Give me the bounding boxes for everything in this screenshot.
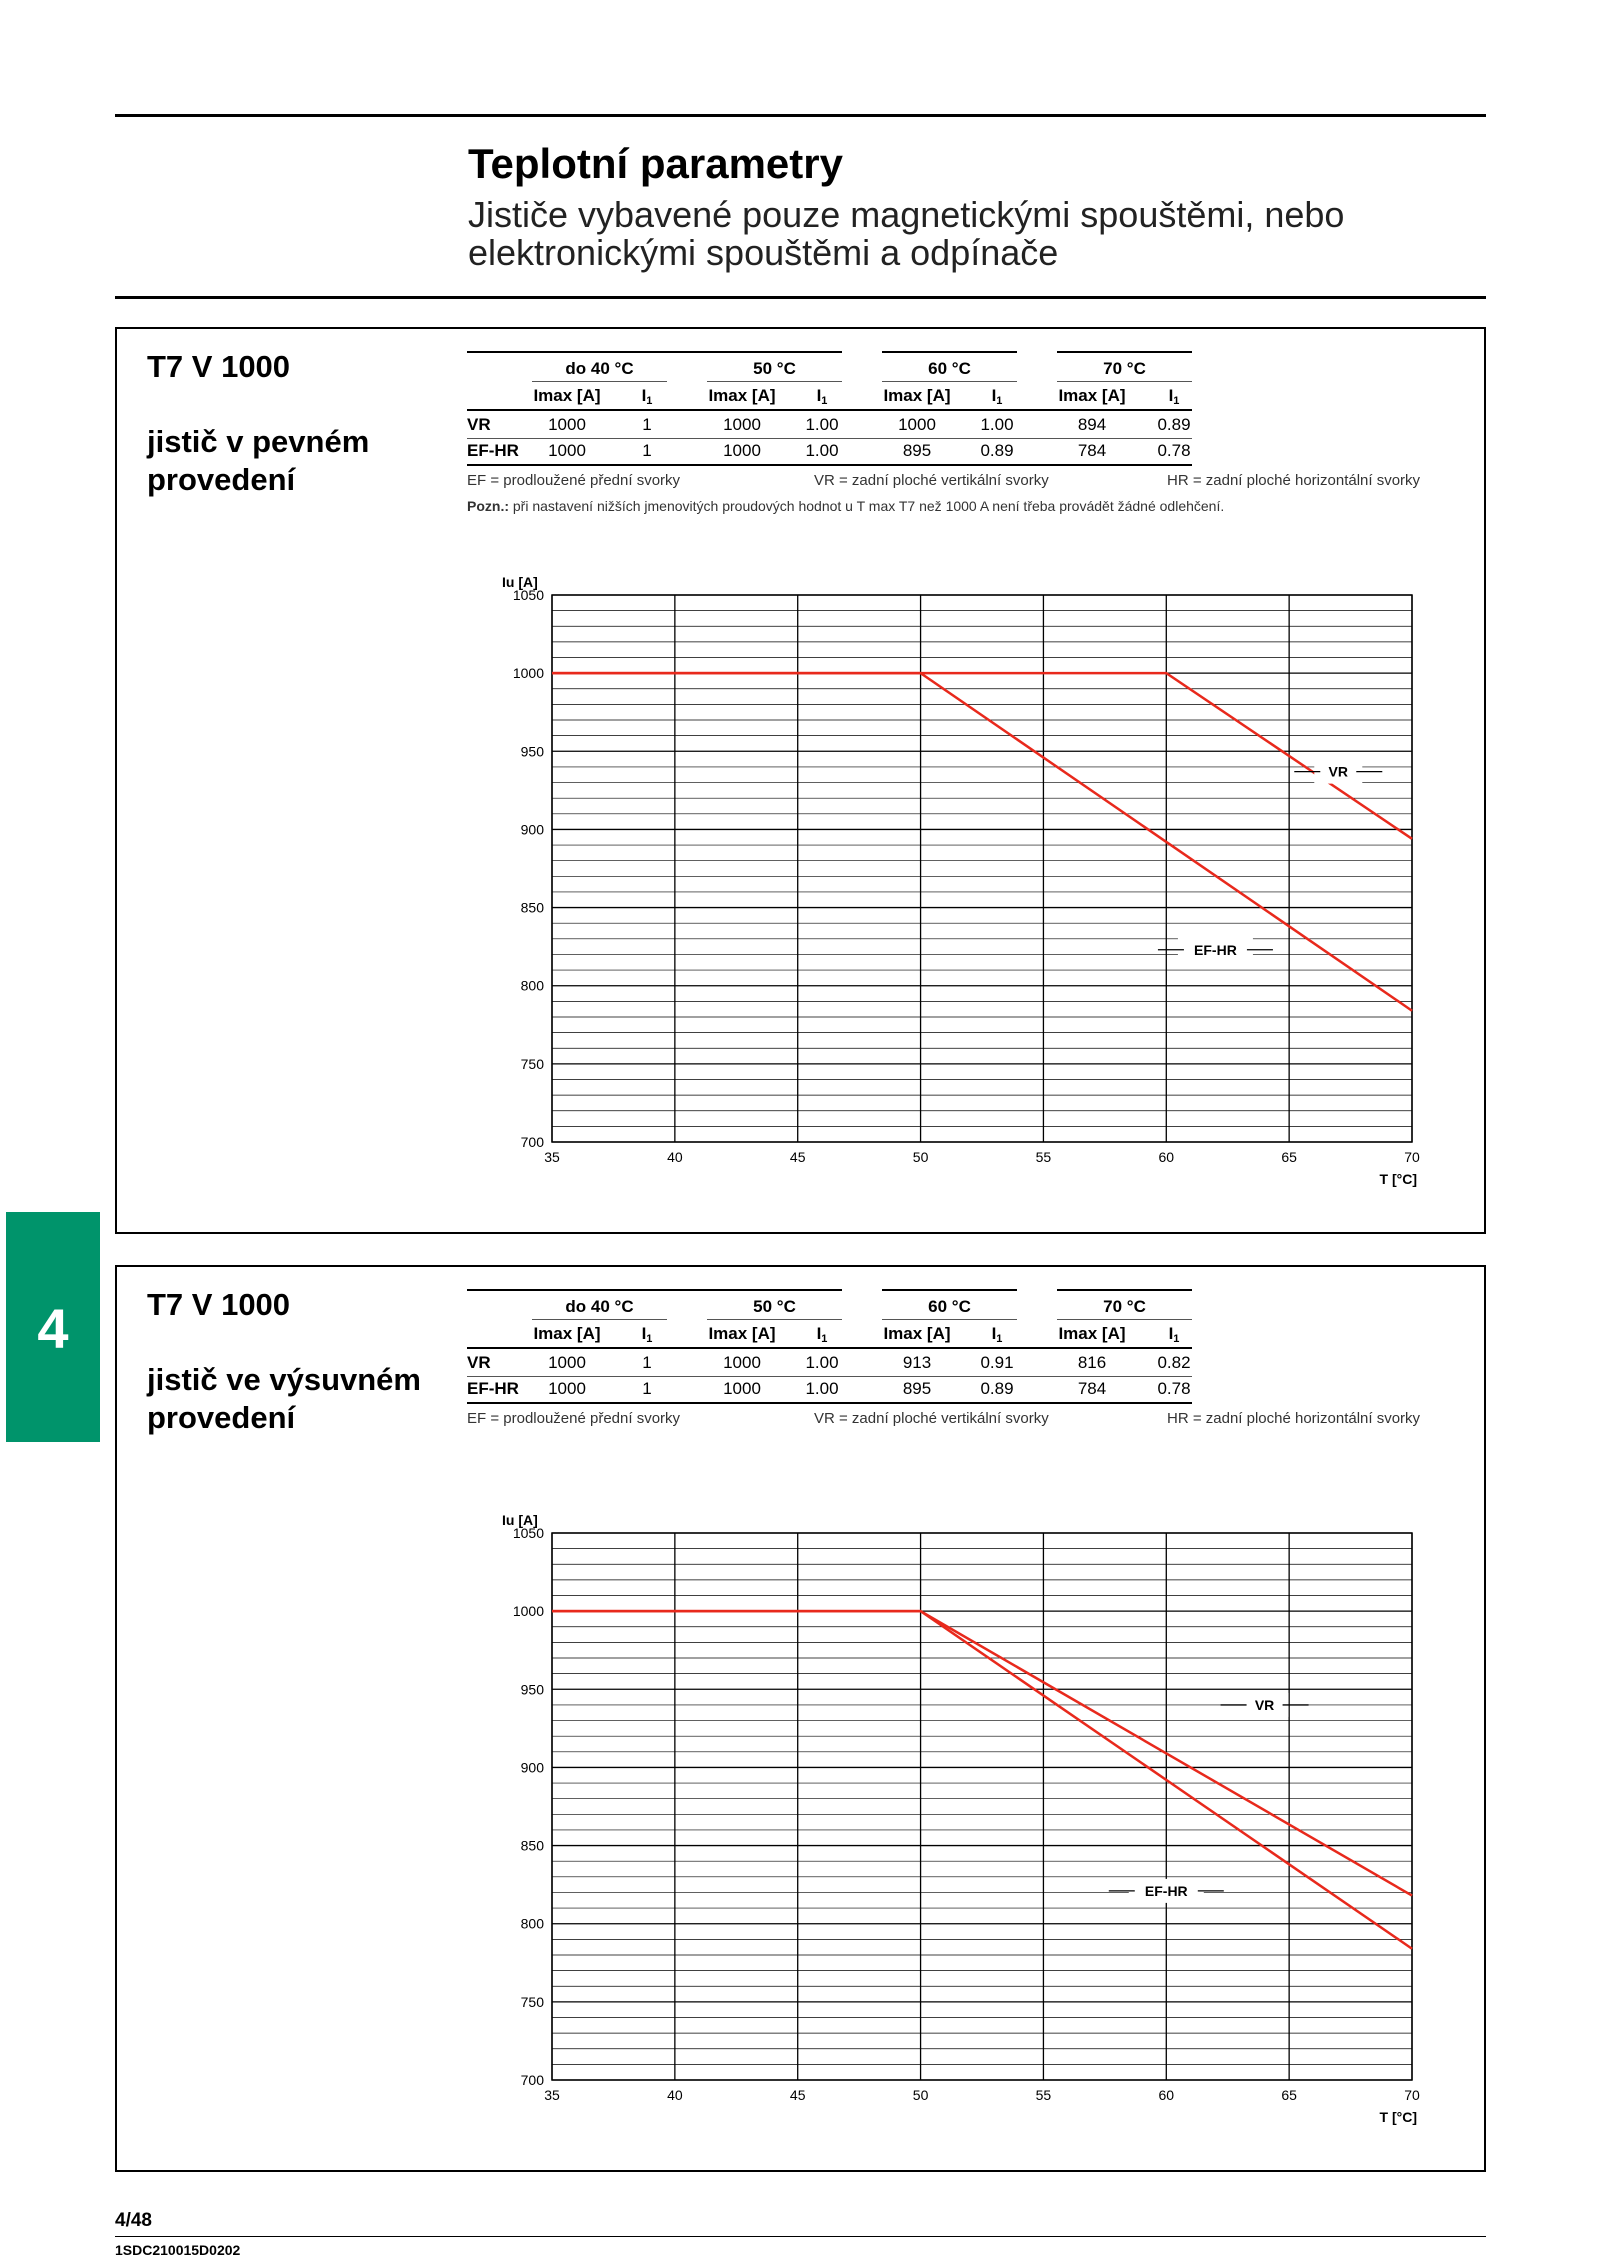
imax-header: Imax [A]	[533, 1324, 601, 1343]
i1-value: 0.82	[1157, 1353, 1191, 1372]
x-tick-label: 45	[789, 1149, 806, 1165]
temperature-header: 50 °C	[753, 1297, 796, 1316]
i1-subscript: 1	[821, 395, 828, 407]
temperature-header: 70 °C	[1103, 359, 1146, 378]
y-axis-label: Iu [A]	[502, 1512, 538, 1528]
panel-model: T7 V 1000	[147, 349, 291, 384]
y-tick-label: 1000	[512, 665, 544, 682]
table-rule	[1057, 1289, 1192, 1291]
i1-symbol: I	[1168, 1324, 1174, 1343]
i1-header	[992, 386, 1003, 411]
i1-symbol: I	[641, 1324, 647, 1343]
x-tick-label: 40	[667, 2087, 683, 2103]
panel-description: jistič v pevném provedení	[147, 424, 370, 497]
panel-fixed	[115, 327, 1486, 1234]
table-rule	[467, 1402, 1192, 1404]
i1-subscript: 1	[1173, 395, 1180, 407]
x-axis-label: T [°C]	[1379, 1171, 1417, 1187]
i1-value: 0.78	[1157, 1379, 1191, 1398]
imax-value: 1000	[723, 1353, 761, 1372]
row-label: VR	[467, 415, 491, 434]
i1-subscript: 1	[1173, 1333, 1180, 1345]
note	[467, 496, 1224, 516]
imax-value: 1000	[548, 1379, 586, 1398]
y-tick-label: 1050	[512, 587, 544, 603]
i1-value: 1	[642, 415, 652, 434]
derating-table	[467, 1289, 1457, 1449]
imax-value: 1000	[548, 415, 586, 434]
page-title: Teplotní parametry	[468, 140, 843, 187]
imax-value: 1000	[723, 441, 761, 460]
i1-value: 1.00	[980, 415, 1014, 434]
table-rule	[707, 351, 842, 353]
i1-value: 1	[642, 1379, 652, 1398]
imax-header: Imax [A]	[883, 1324, 951, 1343]
i1-symbol: I	[641, 386, 647, 405]
series-label: EF-HR	[1144, 1882, 1188, 1899]
imax-value: 913	[902, 1353, 932, 1372]
i1-header	[1169, 1324, 1180, 1349]
i1-value: 0.89	[1157, 415, 1191, 434]
i1-symbol: I	[816, 386, 822, 405]
i1-symbol: I	[991, 386, 997, 405]
imax-value: 1000	[548, 1353, 586, 1372]
table-rule	[467, 1347, 1192, 1349]
i1-header	[992, 1324, 1003, 1349]
table-rule	[467, 464, 1192, 466]
y-tick-label: 750	[520, 1993, 544, 2010]
table-rule	[467, 1376, 1192, 1377]
chapter-number: 4	[37, 1297, 69, 1360]
y-tick-label: 800	[520, 977, 544, 994]
x-axis-label: T [°C]	[1379, 2109, 1417, 2125]
imax-value: 784	[1077, 441, 1107, 460]
x-tick-label: 35	[544, 2087, 560, 2103]
i1-subscript: 1	[646, 395, 653, 407]
i1-symbol: I	[1168, 386, 1174, 405]
series-label: VR	[1328, 763, 1349, 780]
i1-subscript: 1	[821, 1333, 828, 1345]
temperature-header: 70 °C	[1103, 1297, 1146, 1316]
i1-subscript: 1	[996, 1333, 1003, 1345]
y-tick-label: 850	[520, 899, 544, 916]
i1-symbol: I	[991, 1324, 997, 1343]
plot-frame	[552, 1533, 1412, 2080]
i1-header	[817, 1324, 828, 1349]
x-tick-label: 55	[1035, 2087, 1052, 2103]
table-rule	[532, 351, 667, 353]
imax-header: Imax [A]	[708, 1324, 776, 1343]
x-tick-label: 50	[912, 1149, 929, 1165]
imax-value: 895	[902, 1379, 932, 1398]
x-tick-label: 35	[544, 1149, 560, 1165]
series-line	[552, 1611, 1412, 1949]
x-tick-label: 65	[1281, 2087, 1297, 2103]
footnote-ef: EF = prodloužené přední svorky	[467, 472, 681, 489]
x-tick-label: 55	[1035, 1149, 1052, 1165]
series-label: VR	[1254, 1696, 1275, 1713]
imax-header: Imax [A]	[1058, 1324, 1126, 1343]
imax-value: 1000	[548, 441, 586, 460]
temperature-header: 60 °C	[928, 359, 971, 378]
series-label: EF-HR	[1194, 941, 1237, 958]
table-rule	[1057, 351, 1192, 353]
imax-value: 1000	[723, 1379, 761, 1398]
temperature-header: do 40 °C	[565, 359, 634, 378]
derating-chart	[497, 1503, 1437, 2163]
x-tick-label: 50	[912, 2087, 929, 2103]
row-label: EF-HR	[467, 441, 519, 460]
derating-table	[467, 351, 1457, 514]
panel-description: jistič ve výsuvném provedení	[147, 1362, 421, 1435]
i1-value: 0.91	[980, 1353, 1014, 1372]
x-tick-label: 65	[1281, 1149, 1297, 1165]
i1-value: 1.00	[805, 441, 839, 460]
i1-subscript: 1	[646, 1333, 653, 1345]
i1-header	[817, 386, 828, 411]
note-text: při nastavení nižších jmenovitých proudových hodnot u T max T7 než 1000 A není třeba provádět žádné odlehčení.	[509, 498, 1225, 514]
document-code: 1SDC210015D0202	[115, 2242, 241, 2258]
table-rule	[882, 351, 1017, 353]
imax-header: Imax [A]	[1058, 386, 1126, 405]
imax-value: 895	[902, 441, 932, 460]
imax-header: Imax [A]	[883, 386, 951, 405]
i1-value: 1.00	[805, 415, 839, 434]
y-tick-label: 1000	[512, 1603, 544, 1620]
imax-value: 784	[1077, 1379, 1107, 1398]
i1-value: 1	[642, 1353, 652, 1372]
footnote-vr: VR = zadní ploché vertikální svorky	[814, 1410, 1049, 1427]
panel-model: T7 V 1000	[147, 1287, 291, 1322]
y-tick-label: 1050	[512, 1525, 544, 1541]
imax-value: 816	[1077, 1353, 1107, 1372]
derating-chart	[497, 565, 1437, 1225]
i1-header	[642, 1324, 653, 1349]
table-rule	[882, 381, 1017, 382]
x-tick-label: 40	[667, 1149, 683, 1165]
i1-value: 1.00	[805, 1379, 839, 1398]
series-line	[552, 673, 1412, 1011]
x-tick-label: 70	[1404, 1149, 1420, 1165]
table-rule	[707, 1319, 842, 1320]
imax-value: 1000	[723, 415, 761, 434]
temperature-header: do 40 °C	[565, 1297, 634, 1316]
y-tick-label: 900	[520, 821, 544, 838]
imax-value: 1000	[898, 415, 936, 434]
footnote-hr: HR = zadní ploché horizontální svorky	[1167, 472, 1421, 489]
table-rule	[467, 409, 1192, 411]
imax-header: Imax [A]	[533, 386, 601, 405]
chapter-tab	[6, 1212, 100, 1442]
table-rule	[882, 1319, 1017, 1320]
table-rule	[707, 381, 842, 382]
table-rule	[1057, 1319, 1192, 1320]
y-tick-label: 900	[520, 1759, 544, 1776]
page-subtitle: Jističe vybavené pouze magnetickými spouštěmi, nebo elektronickými spouštěmi a odpínače	[468, 194, 1345, 273]
imax-value: 894	[1077, 415, 1107, 434]
y-tick-label: 950	[520, 1681, 544, 1698]
temperature-header: 50 °C	[753, 359, 796, 378]
y-tick-label: 700	[520, 2072, 544, 2088]
y-tick-label: 750	[520, 1055, 544, 1072]
footnote-hr: HR = zadní ploché horizontální svorky	[1167, 1410, 1421, 1427]
x-tick-label: 70	[1404, 2087, 1420, 2103]
panel-withdrawable	[115, 1265, 1486, 2172]
table-rule	[1057, 381, 1192, 382]
footnote-vr: VR = zadní ploché vertikální svorky	[814, 472, 1049, 489]
row-label: VR	[467, 1353, 491, 1372]
footer-rule	[115, 2236, 1486, 2237]
x-tick-label: 60	[1158, 1149, 1175, 1165]
x-tick-label: 45	[789, 2087, 806, 2103]
table-rule	[882, 1289, 1017, 1291]
i1-symbol: I	[816, 1324, 822, 1343]
i1-value: 0.78	[1157, 441, 1191, 460]
i1-value: 0.89	[980, 1379, 1014, 1398]
header-bottom-rule	[115, 296, 1486, 299]
top-rule	[115, 114, 1486, 117]
i1-value: 1.00	[805, 1353, 839, 1372]
y-tick-label: 700	[520, 1134, 544, 1150]
i1-header	[642, 386, 653, 411]
footnote-ef: EF = prodloužené přední svorky	[467, 1410, 681, 1427]
table-rule	[532, 1319, 667, 1320]
table-rule	[707, 1289, 842, 1291]
table-rule	[467, 438, 1192, 439]
y-tick-label: 950	[520, 743, 544, 760]
i1-value: 0.89	[980, 441, 1014, 460]
i1-value: 1	[642, 441, 652, 460]
page-number: 4/48	[115, 2210, 152, 2231]
y-tick-label: 850	[520, 1837, 544, 1854]
imax-header: Imax [A]	[708, 386, 776, 405]
note-label: Pozn.:	[467, 498, 509, 514]
plot-frame	[552, 595, 1412, 1142]
temperature-header: 60 °C	[928, 1297, 971, 1316]
y-tick-label: 800	[520, 1915, 544, 1932]
table-rule	[532, 381, 667, 382]
table-rule	[532, 1289, 667, 1291]
i1-subscript: 1	[996, 395, 1003, 407]
x-tick-label: 60	[1158, 2087, 1175, 2103]
row-label: EF-HR	[467, 1379, 519, 1398]
y-axis-label: Iu [A]	[502, 574, 538, 590]
i1-header	[1169, 386, 1180, 411]
